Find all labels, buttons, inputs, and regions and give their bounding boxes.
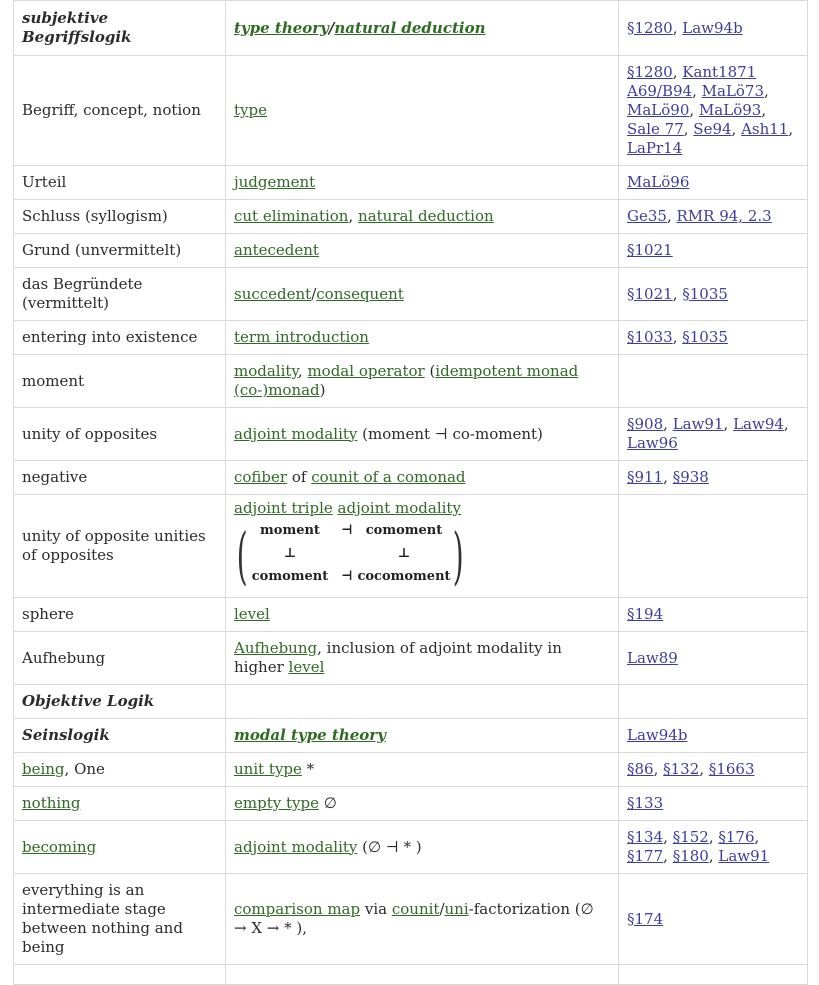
matrix-entry: comoment bbox=[365, 523, 443, 538]
hegel-term-cell bbox=[14, 874, 226, 965]
table-row bbox=[14, 56, 808, 166]
type-theory-cell bbox=[226, 874, 619, 965]
reference-link[interactable]: §152 bbox=[672, 828, 709, 846]
cell-text: (moment ⊣ co-moment) bbox=[357, 424, 543, 443]
reference-cell bbox=[619, 166, 808, 200]
reference-cell bbox=[619, 965, 808, 985]
type-theory-cell bbox=[226, 685, 619, 719]
reference-cell bbox=[619, 408, 808, 461]
table-row bbox=[14, 1, 808, 56]
hegel-term-cell bbox=[14, 355, 226, 408]
reference-link[interactable]: §86 bbox=[627, 760, 654, 778]
table-row bbox=[14, 166, 808, 200]
hegel-term-cell bbox=[14, 753, 226, 787]
reference-cell bbox=[619, 685, 808, 719]
matrix-entry: moment bbox=[260, 523, 320, 538]
reference-link[interactable]: §180 bbox=[672, 847, 709, 865]
type-theory-cell bbox=[226, 234, 619, 268]
type-theory-cell bbox=[226, 268, 619, 321]
cell-text: , bbox=[348, 207, 359, 225]
cell-text: / bbox=[439, 900, 445, 918]
reference-cell bbox=[619, 321, 808, 355]
reference-cell bbox=[619, 874, 808, 965]
table-row bbox=[14, 685, 808, 719]
cell-text: , bbox=[692, 82, 702, 100]
cell-text: , bbox=[672, 63, 683, 81]
term-link[interactable]: modal type theory bbox=[234, 726, 386, 744]
table-row bbox=[14, 495, 808, 598]
cell-text: , bbox=[708, 828, 719, 846]
type-theory-cell bbox=[226, 461, 619, 495]
term-link[interactable]: adjoint modality bbox=[337, 499, 461, 517]
cell-text: , bbox=[689, 101, 699, 119]
matrix-entry: ⊣ bbox=[341, 523, 353, 538]
matrix-entry: ⊣ bbox=[341, 569, 353, 584]
left-paren: ( bbox=[236, 519, 248, 592]
table-row bbox=[14, 787, 808, 821]
reference-link[interactable]: §911 bbox=[627, 468, 664, 486]
reference-cell bbox=[619, 753, 808, 787]
reference-cell bbox=[619, 821, 808, 874]
term-link[interactable]: judgement bbox=[234, 173, 316, 191]
cell-text: , bbox=[663, 468, 673, 486]
adjoint-triple-matrix bbox=[234, 519, 464, 593]
term-link[interactable]: being bbox=[22, 760, 65, 778]
cell-text: entering into existence bbox=[22, 328, 198, 346]
table-row bbox=[14, 874, 808, 965]
hegel-term-cell bbox=[14, 965, 226, 985]
hegel-term-cell bbox=[14, 200, 226, 234]
cell-text: , bbox=[731, 120, 742, 138]
reference-link[interactable]: Ge35 bbox=[627, 207, 667, 225]
term-link[interactable]: adjoint modality bbox=[234, 424, 358, 443]
reference-link[interactable]: §908 bbox=[627, 415, 664, 433]
table-row bbox=[14, 461, 808, 495]
reference-link[interactable]: §1663 bbox=[708, 760, 755, 778]
reference-link[interactable]: Law94b bbox=[682, 18, 743, 37]
hegel-term-cell bbox=[14, 56, 226, 166]
term-link[interactable]: becoming bbox=[22, 837, 97, 856]
term-link[interactable]: cofiber bbox=[234, 468, 288, 486]
term-link[interactable]: comparison map bbox=[234, 900, 361, 918]
type-theory-cell bbox=[226, 355, 619, 408]
reference-link[interactable]: §132 bbox=[663, 760, 700, 778]
reference-link[interactable]: MaLö93 bbox=[698, 101, 762, 119]
term-link[interactable]: uni bbox=[444, 900, 469, 918]
reference-link[interactable]: RMR 94, 2.3 bbox=[676, 207, 772, 225]
hegel-term-cell bbox=[14, 495, 226, 598]
table-row bbox=[14, 234, 808, 268]
type-theory-cell bbox=[226, 56, 619, 166]
reference-link[interactable]: §1021 bbox=[627, 241, 673, 259]
cell-text: ∅ bbox=[318, 794, 337, 812]
reference-cell bbox=[619, 719, 808, 753]
term-link[interactable]: succedent bbox=[234, 284, 312, 303]
type-theory-cell bbox=[226, 753, 619, 787]
type-theory-cell bbox=[226, 787, 619, 821]
cell-text: Urteil bbox=[22, 173, 67, 191]
type-theory-cell bbox=[226, 495, 619, 598]
cell-text: , bbox=[653, 760, 664, 778]
reference-link[interactable]: MaLö90 bbox=[627, 101, 690, 119]
term-link[interactable]: natural deduction bbox=[358, 207, 494, 225]
table-row bbox=[14, 753, 808, 787]
cell-text: , bbox=[672, 328, 683, 346]
reference-link[interactable]: Law91 bbox=[672, 415, 724, 433]
type-theory-cell bbox=[226, 1, 619, 56]
cell-text: sphere bbox=[22, 605, 74, 623]
table-row bbox=[14, 268, 808, 321]
cell-text: , bbox=[663, 415, 673, 433]
cell-text: negative bbox=[22, 468, 88, 486]
reference-link[interactable]: §1033 bbox=[627, 328, 673, 346]
reference-cell bbox=[619, 268, 808, 321]
term-link[interactable]: unit type bbox=[234, 760, 302, 778]
term-link[interactable]: natural deduction bbox=[334, 18, 486, 37]
term-link[interactable]: modality bbox=[234, 362, 298, 380]
reference-cell bbox=[619, 234, 808, 268]
cell-text: Schluss (syllogism) bbox=[22, 207, 168, 225]
type-theory-cell bbox=[226, 821, 619, 874]
type-theory-cell bbox=[226, 598, 619, 632]
table-body bbox=[14, 1, 808, 985]
table-row bbox=[14, 598, 808, 632]
reference-link[interactable]: Ash11 bbox=[741, 120, 789, 138]
reference-link[interactable]: Se94 bbox=[693, 120, 732, 138]
reference-link[interactable]: §177 bbox=[627, 847, 664, 865]
hegel-term-cell bbox=[14, 685, 226, 719]
cell-text: / bbox=[328, 18, 335, 37]
cell-text: ( bbox=[424, 362, 436, 380]
reference-cell bbox=[619, 200, 808, 234]
reference-link[interactable]: §938 bbox=[672, 468, 709, 486]
cell-text: Aufhebung bbox=[22, 648, 106, 667]
cell-text: , bbox=[663, 828, 673, 846]
hegel-correspondence-table bbox=[13, 0, 808, 985]
term-link[interactable]: type bbox=[234, 101, 267, 119]
term-link[interactable]: type theory bbox=[234, 18, 329, 37]
reference-link[interactable]: MaLö96 bbox=[627, 173, 690, 191]
reference-cell bbox=[619, 56, 808, 166]
matrix-entry: cocomoment bbox=[357, 569, 451, 584]
hegel-term-cell bbox=[14, 632, 226, 685]
hegel-term-cell bbox=[14, 268, 226, 321]
type-theory-cell bbox=[226, 965, 619, 985]
term-link[interactable]: antecedent bbox=[234, 241, 319, 259]
type-theory-cell bbox=[226, 321, 619, 355]
cell-text: * bbox=[301, 760, 315, 778]
matrix-entry: comoment bbox=[251, 569, 329, 584]
hegel-term-cell bbox=[14, 719, 226, 753]
table-row bbox=[14, 719, 808, 753]
cell-text: Grund (unvermittelt) bbox=[22, 241, 182, 259]
term-link[interactable]: counit of a comonad bbox=[311, 468, 466, 486]
term-link[interactable]: term introduction bbox=[234, 328, 369, 346]
hegel-term-cell bbox=[14, 1, 226, 56]
cell-text: unity of opposites bbox=[22, 424, 158, 443]
hegel-term-cell bbox=[14, 166, 226, 200]
hegel-term-cell bbox=[14, 821, 226, 874]
term-link[interactable]: modal operator bbox=[307, 362, 425, 380]
right-paren: ) bbox=[452, 519, 464, 592]
term-link[interactable]: counit bbox=[391, 900, 440, 918]
term-link[interactable]: level bbox=[234, 605, 270, 623]
cell-text: via bbox=[360, 900, 392, 918]
hegel-term-cell bbox=[14, 321, 226, 355]
reference-link[interactable]: §174 bbox=[627, 909, 664, 928]
term-link[interactable]: adjoint modality bbox=[234, 837, 358, 856]
cell-text: , One bbox=[64, 760, 105, 778]
reference-cell bbox=[619, 461, 808, 495]
type-theory-cell bbox=[226, 166, 619, 200]
type-theory-cell bbox=[226, 632, 619, 685]
hegel-term-cell bbox=[14, 787, 226, 821]
cell-text: everything is an intermediate stage between nothing and being bbox=[22, 881, 183, 956]
cell-text: moment bbox=[22, 371, 85, 390]
hegel-term-cell bbox=[14, 234, 226, 268]
reference-link[interactable]: §1021 bbox=[627, 284, 673, 303]
cell-text: , bbox=[297, 362, 308, 380]
matrix-entry: ⊥ bbox=[397, 546, 411, 561]
cell-text: , bbox=[683, 120, 694, 138]
term-link[interactable]: nothing bbox=[22, 794, 81, 812]
hegel-term-cell bbox=[14, 408, 226, 461]
reference-cell bbox=[619, 787, 808, 821]
table-row bbox=[14, 632, 808, 685]
table-row bbox=[14, 821, 808, 874]
cell-text: Seinslogik bbox=[22, 726, 110, 744]
cell-text: subjektive Begriffslogik bbox=[22, 9, 132, 46]
reference-link[interactable]: §176 bbox=[718, 828, 755, 846]
term-link[interactable]: cut elimination bbox=[234, 207, 349, 225]
term-link[interactable]: level bbox=[288, 658, 325, 676]
cell-text: , bbox=[788, 120, 794, 138]
matrix-grid bbox=[244, 519, 450, 593]
cell-text: unity of opposite unities of opposites bbox=[22, 527, 206, 564]
cell-text: , inclusion of adjoint modality in higher bbox=[234, 639, 562, 676]
reference-link[interactable]: Sale 77 bbox=[627, 120, 684, 138]
cell-text: , bbox=[699, 760, 709, 778]
cell-text: Objektive Logik bbox=[22, 692, 155, 710]
hegel-term-cell bbox=[14, 598, 226, 632]
table-row bbox=[14, 200, 808, 234]
term-link[interactable]: adjoint triple bbox=[234, 499, 333, 517]
cell-text: das Begründete (vermittelt) bbox=[22, 275, 143, 312]
reference-cell bbox=[619, 495, 808, 598]
reference-link[interactable]: LaPr14 bbox=[627, 139, 683, 157]
hegel-term-cell bbox=[14, 461, 226, 495]
term-link[interactable]: empty type bbox=[234, 794, 319, 812]
reference-cell bbox=[619, 632, 808, 685]
type-theory-cell bbox=[226, 200, 619, 234]
reference-link[interactable]: §133 bbox=[627, 794, 664, 812]
term-link[interactable]: idempotent monad bbox=[435, 362, 579, 380]
cell-text: ) bbox=[319, 381, 326, 399]
cell-text: (∅ ⊣ * ) bbox=[357, 837, 422, 856]
reference-link[interactable]: §194 bbox=[627, 605, 664, 623]
cell-text: , bbox=[723, 415, 734, 433]
cell-text: , bbox=[672, 284, 683, 303]
term-link[interactable]: Aufhebung bbox=[234, 639, 318, 657]
cell-text: / bbox=[311, 284, 317, 303]
reference-link[interactable]: Law89 bbox=[627, 648, 678, 667]
reference-link[interactable]: Kant1871 A69/B94 bbox=[627, 63, 757, 100]
type-theory-cell bbox=[226, 719, 619, 753]
reference-cell bbox=[619, 1, 808, 56]
reference-cell bbox=[619, 598, 808, 632]
reference-link[interactable]: Law94 bbox=[733, 415, 784, 433]
matrix-entry: ⊥ bbox=[283, 546, 297, 561]
table-row bbox=[14, 355, 808, 408]
table-row bbox=[14, 408, 808, 461]
reference-link[interactable]: §1035 bbox=[682, 284, 728, 303]
reference-cell bbox=[619, 355, 808, 408]
reference-link[interactable]: Law94b bbox=[627, 726, 688, 744]
table-row bbox=[14, 321, 808, 355]
cell-text: , bbox=[708, 847, 719, 865]
cell-text: , bbox=[754, 828, 760, 846]
cell-text: , bbox=[783, 415, 789, 433]
cell-text: Begriff, concept, notion bbox=[22, 101, 201, 119]
reference-link[interactable]: Law96 bbox=[627, 434, 678, 452]
reference-link[interactable]: Law91 bbox=[718, 847, 770, 865]
cell-text: , bbox=[761, 101, 767, 119]
reference-link[interactable]: §1280 bbox=[627, 18, 673, 37]
reference-link[interactable]: §1280 bbox=[627, 63, 673, 81]
reference-link[interactable]: §134 bbox=[627, 828, 664, 846]
reference-link[interactable]: §1035 bbox=[682, 328, 728, 346]
term-link[interactable]: (co-)monad bbox=[234, 381, 320, 399]
cell-text: , bbox=[663, 847, 673, 865]
cell-text: -factorization (∅ → X → * ), bbox=[234, 900, 594, 937]
cell-text: , bbox=[666, 207, 677, 225]
table-row bbox=[14, 965, 808, 985]
cell-text: , bbox=[672, 18, 683, 37]
term-link[interactable]: consequent bbox=[316, 284, 404, 303]
type-theory-cell bbox=[226, 408, 619, 461]
cell-text: of bbox=[287, 468, 312, 486]
reference-link[interactable]: MaLö73 bbox=[701, 82, 765, 100]
cell-text: , bbox=[764, 82, 769, 100]
